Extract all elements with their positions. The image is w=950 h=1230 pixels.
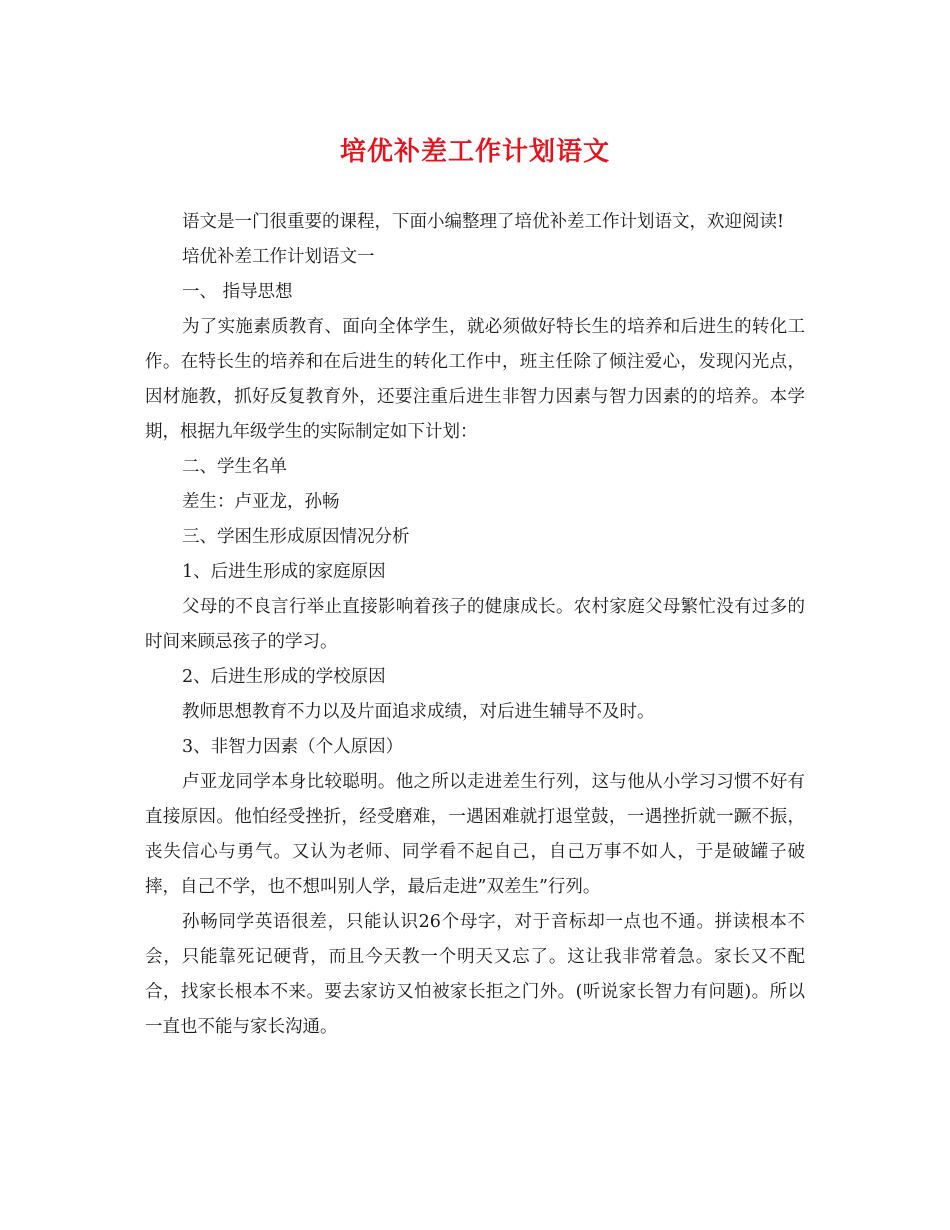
- document-body: [145, 205, 805, 1045]
- subheading-school-cause: 2、后进生形成的学校原因: [182, 667, 386, 687]
- guiding-thought-paragraph: 为了实施素质教育、面向全体学生，就必须做好特长生的培养和后进生的转化工作。在特长生的培养和在后进生的转化工作中，班主任除了倾注爱心，发现闪光点，因材施教，抓好反复教育外，还要注重后进生非智力因素与智力因素的的培养。本学期，根据九年级学生的实际制定如下计划：: [145, 317, 805, 442]
- heading-cause-analysis: 三、学困生形成原因情况分析: [182, 527, 410, 547]
- subheading-personal-cause: 3、非智力因素（个人原因）: [182, 737, 404, 757]
- intro-paragraph: 语文是一门很重要的课程，下面小编整理了培优补差工作计划语文，欢迎阅读!: [182, 212, 785, 232]
- section-title: 培优补差工作计划语文一: [182, 247, 375, 267]
- subheading-family-cause: 1、后进生形成的家庭原因: [182, 562, 386, 582]
- personal-cause-paragraph-2: 孙畅同学英语很差，只能认识26个母字，对于音标却一点也不通。拼读根本不会，只能靠死记硬背，而且今天教一个明天又忘了。这让我非常着急。家长又不配合，找家长根本不来。要去家访又怕被家长拒之门外。(听说家长智力有问题)。所以一直也不能与家长沟通。: [145, 912, 805, 1037]
- page-title: 培优补差工作计划语文: [339, 137, 610, 167]
- family-cause-paragraph: 父母的不良言行举止直接影响着孩子的健康成长。农村家庭父母繁忙没有过多的时间来顾忌孩子的学习。: [145, 597, 805, 652]
- student-list-paragraph: 差生：卢亚龙，孙畅: [182, 492, 340, 512]
- heading-student-list: 二、学生名单: [182, 457, 287, 477]
- school-cause-paragraph: 教师思想教育不力以及片面追求成绩，对后进生辅导不及时。: [182, 702, 655, 722]
- heading-guiding-thought: 一、 指导思想: [182, 282, 293, 302]
- personal-cause-paragraph-1: 卢亚龙同学本身比较聪明。他之所以走进差生行列，这与他从小学习习惯不好有直接原因。他怕经受挫折，经受磨难，一遇困难就打退堂鼓，一遇挫折就一蹶不振，丧失信心与勇气。又认为老师、同学看不起自己，自己万事不如人，于是破罐子破摔，自己不学，也不想叫别人学，最后走进”双差生”行列。: [145, 772, 805, 897]
